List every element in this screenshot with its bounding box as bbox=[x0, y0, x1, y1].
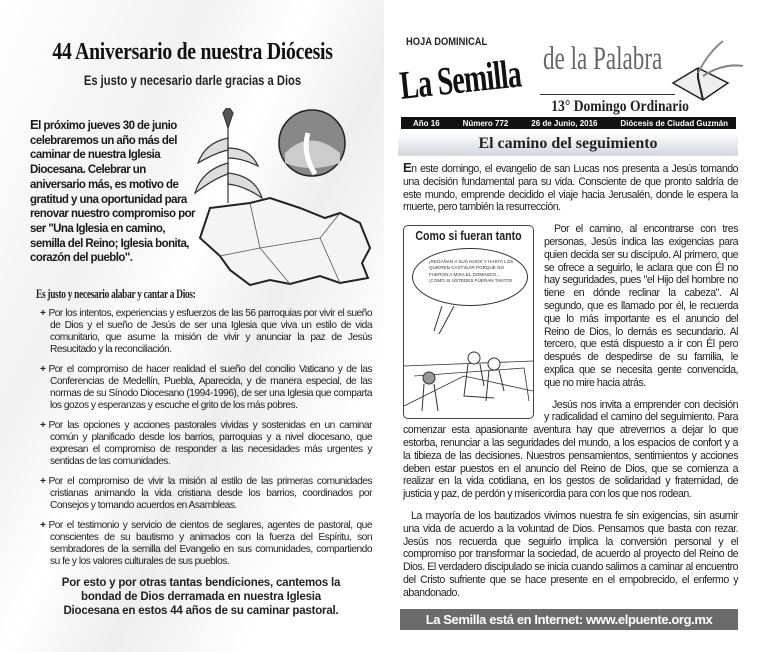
praise-section-heading: Es justo y necesario alabar y cantar a Dios: bbox=[36, 286, 196, 301]
masthead-title-rest: de la Palabra bbox=[543, 41, 663, 77]
issue-date: 26 de Junio, 2016 bbox=[531, 118, 598, 128]
cartoon-title: Como si fueran tanto bbox=[415, 229, 522, 244]
cartoon-panel bbox=[403, 225, 534, 419]
left-page-subtitle: Es justo y necesario darle gracias a Dios bbox=[83, 72, 302, 88]
issue-diocese: Diócesis de Ciudad Guzmán bbox=[620, 118, 728, 128]
list-item: + Por los intentos, experiencias y esfuerzos de las 56 parroquias por vivir el sueño de Dios y el sueño de Jesús de ser una Iglesia que viva un estilo de vida comunitario, que asume la misión de vivir y anunciar la paz de Jesús Resucitado y la reconciliación. bbox=[40, 308, 372, 355]
article-title: El camino del seguimiento bbox=[398, 132, 738, 156]
list-item: + Por el compromiso de vivir la misión al estilo de las primeras comunidades cristianas animando la vida cristiana desde los barrios, coordinados por Consejos y tomando acuerdos en Asambleas. bbox=[40, 476, 372, 511]
left-intro-paragraph bbox=[30, 118, 200, 286]
left-page-title: 44 Aniversario de nuestra Diócesis bbox=[52, 39, 333, 65]
list-item: + Por el testimonio y servicio de cientos de seglares, agentes de pastoral, que conscientes de su bautismo y animados con la fuerza del Espíritu, son sembradores de la semilla del Evangelio en sus comunidades, compartiendo su fe y los valores culturales de sus pueblos. bbox=[40, 520, 372, 567]
issue-info-bar bbox=[401, 117, 736, 129]
article-body bbox=[403, 162, 738, 630]
website-footer-banner: La Semilla está en Internet: www.elpuente.org.mx bbox=[400, 609, 738, 630]
left-page-column bbox=[30, 118, 372, 618]
article-intro: En este domingo, el evangelio de san Lucas nos presenta a Jesús tomando una decisión fundamental para su vida. Consciente de que pronto saldría de este mundo, emprende decidido el viaje hacia Jerusalén, donde le espera la muerte, pero también la resurrección. bbox=[403, 160, 738, 214]
intro-text: l próximo jueves 30 de junio celebraremos un año más del caminar de nuestra Iglesia Diocesana. Celebrar un aniversario más, es motivo de gratitud y una oportunidad para renovar nuestro compromiso por ser "Una Iglesia en camino, semilla del Reino; Iglesia bonita, corazón del pueblo". bbox=[30, 120, 195, 265]
list-item: + Por el compromiso de hacer realidad el sueño del concilio Vaticano y de las Conferencias de Medellín, Puebla, Aparecida, y de manera especial, de las normas de su Sínodo Diocesano (1994-1996), de ser una Iglesia que comparta los gozos y esperanzas y escuche el grito de los más pobres. bbox=[40, 364, 372, 411]
closing-statement: Por esto y por otras tantas bendiciones, cantemos la bondad de Dios derramada en nuestra Iglesia Diocesana en estos 44 años de su caminar pastoral. bbox=[61, 577, 341, 617]
praise-list bbox=[36, 308, 372, 568]
drop-initial: E bbox=[403, 160, 412, 175]
article-paragraph: Jesús nos invita a emprender con decisión y radicalidad el camino del seguimiento. Para comenzar esta apasionante aventura hay que atrevernos a dejar lo que estorba, renunciar a las seguridades del mundo, a los espacios de confort y a la tibieza de las decisiones. Nuestros pensamientos, sentimientos y acciones deben estar puestos en el anuncio del Reino de Dios, que se comienza a realizar en la vida cotidiana, en los gestos de solidaridad y fraternidad, de justicia y paz, de perdón y misericordia para con los que nos rodean. bbox=[403, 398, 738, 501]
liturgical-occasion: 13° Domingo Ordinario bbox=[551, 98, 689, 115]
masthead-kicker: HOJA DOMINICAL bbox=[406, 36, 488, 48]
issue-year: Año 16 bbox=[413, 118, 440, 128]
article-paragraph: La mayoría de los bautizados vivimos nuestra fe sin exigencias, sin asumir una vida de acuerdo a la voluntad de Dios. Pensamos que basta con rezar. Jesús nos recuerda que seguirlo implica la conversión personal y el compromiso por transformar la sociedad, de acuerdo al proyecto del Reino de Dios. El verdadero discipulado se inicia cuando salimos a caminar al encuentro del Cristo sufriente que se hace presente en el empobrecido, el enfermo y abandonado. bbox=[403, 509, 738, 599]
issue-number: Número 772 bbox=[462, 118, 509, 128]
masthead-title-main: La Semilla bbox=[397, 50, 523, 108]
drop-initial: E bbox=[30, 117, 39, 132]
masthead-rule bbox=[540, 94, 675, 95]
cartoon-speech-bubble: ¡REGAÑAN A SUS HIJOS Y HASTA LOS QUIEREN CASTIGAR PORQUE NO FUERON A MISA EL DOMINGO!... ¡COMO SI USTEDES FUERAN TANTO!! bbox=[412, 248, 528, 306]
cartoon-drawing bbox=[404, 306, 533, 416]
list-item: + Por las opciones y acciones pastorales vividas y sostenidas en un caminar común y planificado desde los barrios, parroquias y a nivel diocesano, que expresan el compromiso de responder a las necesidades más urgentes y sentidas de las comunidades. bbox=[40, 420, 372, 467]
article-paragraph: Por el camino, al encontrarse con tres personas, Jesús indica las exigencias para quien decida ser su discípulo. Al primero, que se ofrece a seguirlo, le aclara que con Él no hay seguridades, pues "el Hijo del hombre no tiene en dónde reclinar la cabeza". Al segundo, que es llamado por él, le recuerda que lo más importante es el anuncio del Reino de Dios, lo demás es secundario. Al tercero, que está dispuesto a ir con Él pero después de despedirse de su familia, le explica que se necesita gente convencida, que no mire hacia atrás. bbox=[544, 223, 738, 389]
